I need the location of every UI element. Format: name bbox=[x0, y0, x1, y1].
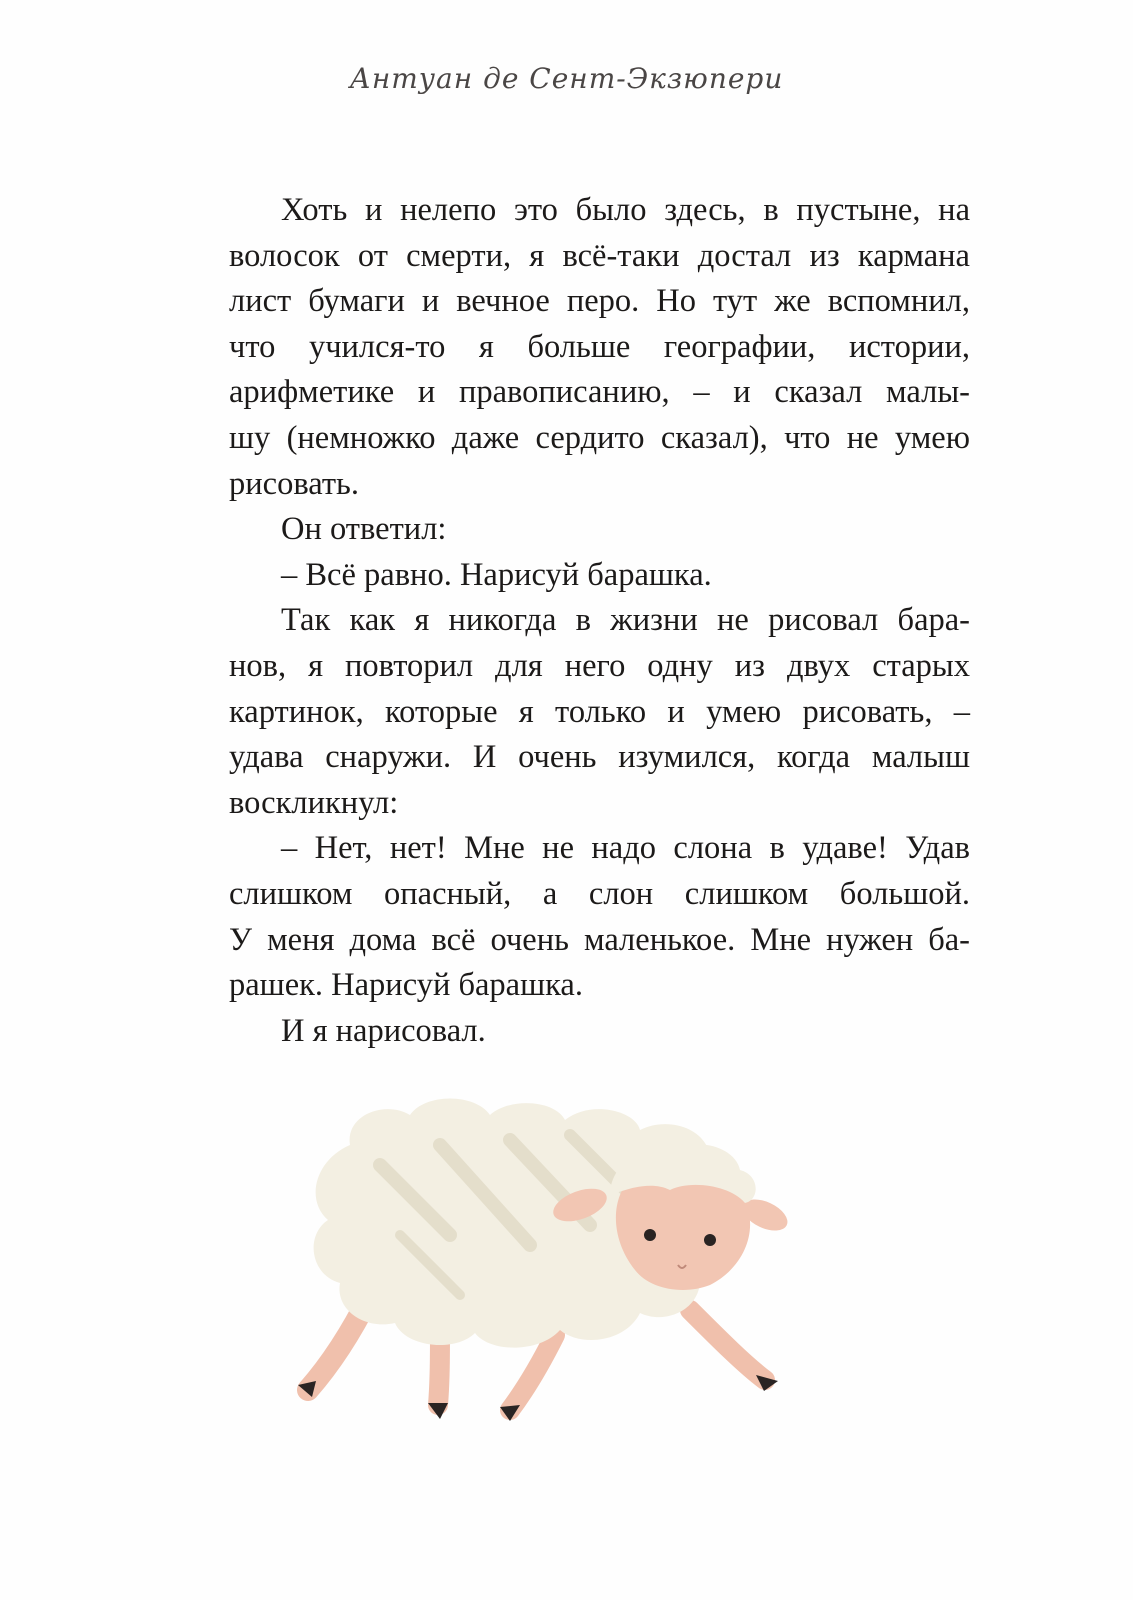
text-line: нов, я повторил для него одну из двух старых bbox=[229, 647, 970, 684]
text-line: арифметике и правописанию, – и сказал малы- bbox=[229, 374, 970, 411]
body-text bbox=[177, 188, 970, 1054]
paragraph bbox=[177, 553, 970, 599]
text-line: шу (немножко даже сердито сказал), что не умею bbox=[229, 419, 970, 456]
text-line: волосок от смерти, я всё-таки достал из кармана bbox=[229, 237, 970, 274]
text-line: У меня дома всё очень маленькое. Мне нужен ба- bbox=[229, 921, 970, 958]
paragraph bbox=[177, 188, 970, 507]
paragraph bbox=[177, 1009, 970, 1055]
text-line: – Нет, нет! Мне не надо слона в удаве! Удав bbox=[281, 830, 970, 867]
text-line: Он ответил: bbox=[281, 511, 447, 548]
text-line: – Всё равно. Нарисуй барашка. bbox=[281, 556, 712, 593]
text-line: картинок, которые я только и умею рисовать, – bbox=[229, 693, 970, 730]
text-line: рашек. Нарисуй барашка. bbox=[229, 967, 583, 1004]
text-line: Хоть и нелепо это было здесь, в пустыне, на bbox=[281, 192, 970, 228]
running-header: Антуан де Сент-Экзюпери bbox=[349, 62, 784, 95]
sheep-illustration bbox=[290, 1085, 830, 1455]
text-line: слишком опасный, а слон слишком большой. bbox=[229, 875, 970, 912]
paragraph bbox=[177, 598, 970, 826]
text-line: рисовать. bbox=[229, 465, 359, 502]
text-line: воскликнул: bbox=[229, 784, 399, 821]
text-line: И я нарисовал. bbox=[281, 1012, 486, 1049]
text-line: лист бумаги и вечное перо. Но тут же вспомнил, bbox=[229, 283, 970, 320]
text-line: Так как я никогда в жизни не рисовал бара- bbox=[281, 602, 970, 639]
text-line: что учился-то я больше географии, истории, bbox=[229, 328, 970, 365]
paragraph bbox=[177, 826, 970, 1008]
text-line: удава снаружи. И очень изумился, когда малыш bbox=[229, 739, 970, 776]
paragraph bbox=[177, 507, 970, 553]
